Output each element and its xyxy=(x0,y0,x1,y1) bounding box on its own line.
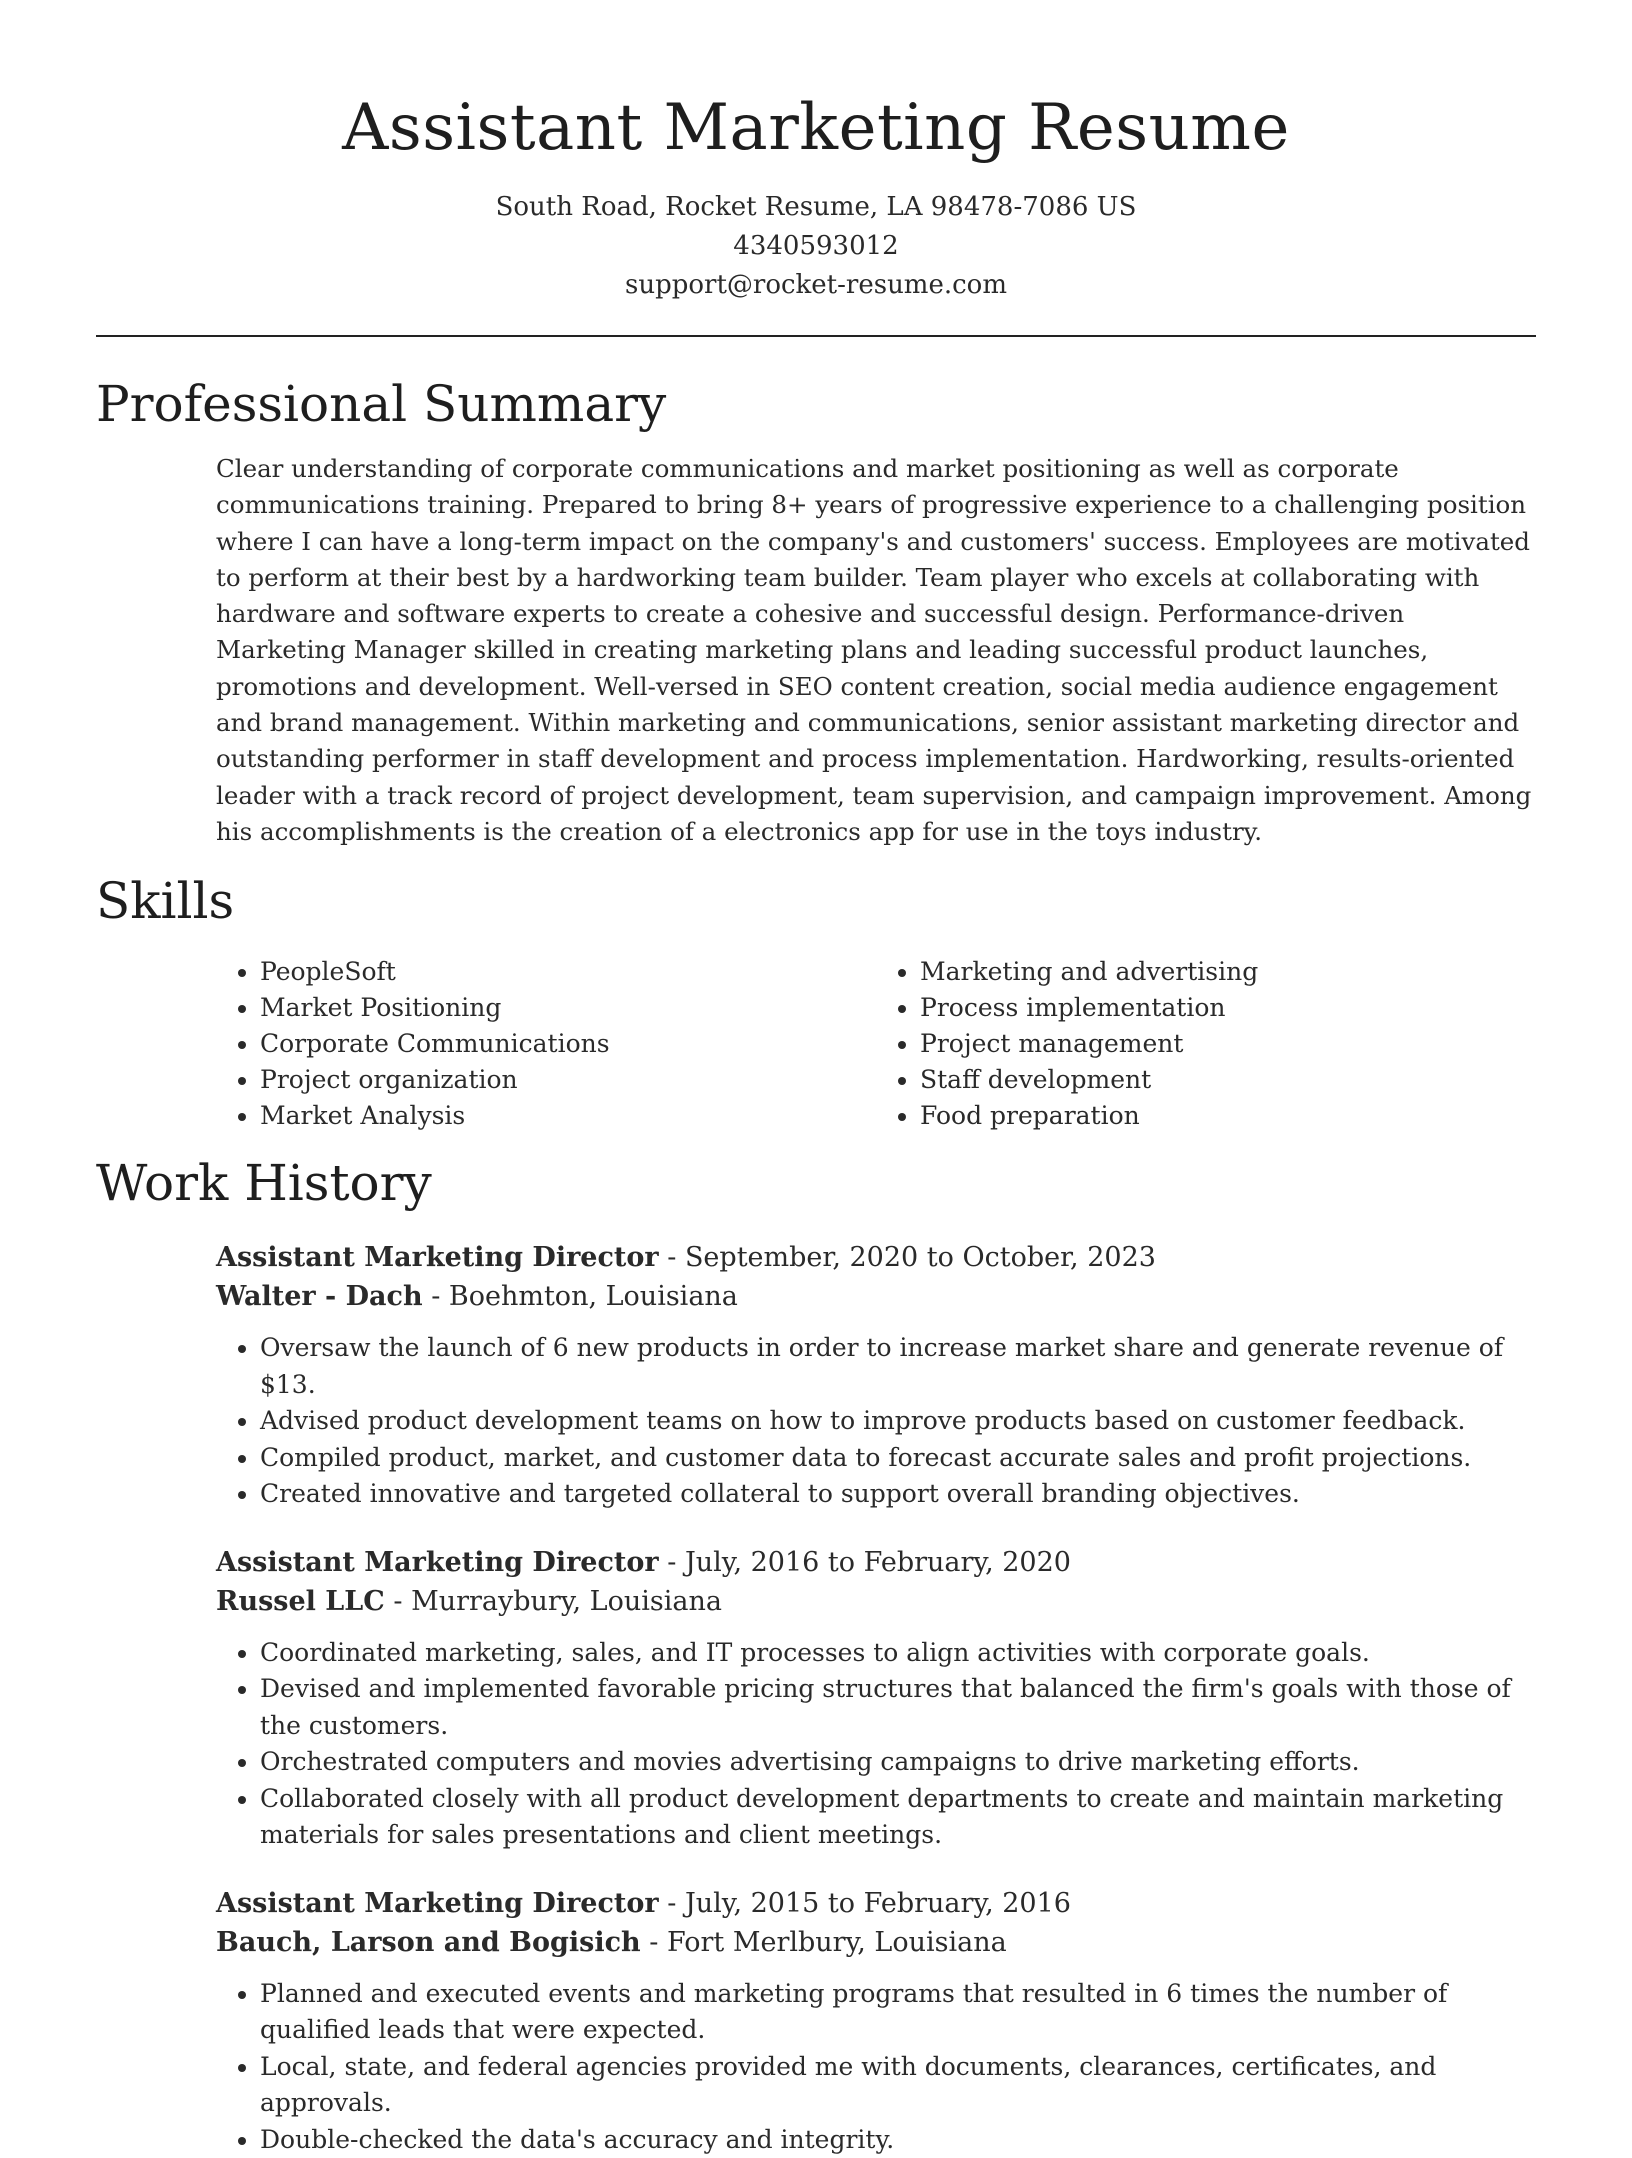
summary-text: Clear understanding of corporate communications and market positioning as well as corporate communications training. Prepared to bring 8+ years of progressive experience to a challenging position where I can have a long-term impact on the company's and customers' success. Employees are motivated to perform at their best by a hardworking team builder. Team player who excels at collaborating with hardware and software experts to create a cohesive and successful design. Performance-driven Marketing Manager skilled in creating marketing plans and leading successful product launches, promotions and development. Well-versed in SEO content creation, social media audience engagement and brand management. Within marketing and communications, senior assistant marketing director and outstanding performer in staff development and process implementation. Hardworking, results-oriented leader with a track record of project development, team supervision, and campaign improvement. Among his accomplishments is the creation of a electronics app for use in the toys industry. xyxy=(216,454,1532,846)
resume-title: Assistant Marketing Resume xyxy=(342,91,1290,165)
job-bullet: • Collaborated closely with all product development departments to create and maintain marketing materials for sales presentations and client meetings. xyxy=(260,1781,1536,1854)
job-bullets xyxy=(216,1976,1536,2158)
job-bullet: • Planned and executed events and marketing programs that resulted in 6 times the number of qualified leads that were expected. xyxy=(260,1976,1536,2049)
skill-item: • Corporate Communications xyxy=(260,1026,876,1062)
contact-address: South Road, Rocket Resume, LA 98478-7086 US xyxy=(495,192,1137,222)
skills-heading: Skills xyxy=(96,872,235,931)
job-bullet: • Local, state, and federal agencies provided me with documents, clearances, certificates, and approvals. xyxy=(260,2049,1536,2122)
summary-heading: Professional Summary xyxy=(96,375,667,433)
contact-email: support@rocket-resume.com xyxy=(624,270,1007,300)
skills-left-list xyxy=(216,954,876,1134)
job-dates: - July, 2016 to February, 2020 xyxy=(667,1546,1071,1578)
job-title: Assistant Marketing Director xyxy=(216,1546,659,1578)
job-bullet: • Created innovative and targeted collateral to support overall branding objectives. xyxy=(260,1476,1536,1513)
job-location: - Fort Merlbury, Louisiana xyxy=(649,1926,1007,1958)
job-title-line xyxy=(216,1238,1536,1277)
skill-item: • Project organization xyxy=(260,1062,876,1098)
job-bullets xyxy=(216,1330,1536,1513)
skill-item: • PeopleSoft xyxy=(260,954,876,990)
job-dates: - July, 2015 to February, 2016 xyxy=(667,1887,1071,1919)
job-entry xyxy=(216,1884,1536,2158)
job-entry xyxy=(216,1238,1536,1513)
job-title: Assistant Marketing Director xyxy=(216,1242,659,1274)
job-company-line xyxy=(216,1277,1536,1316)
job-company: Russel LLC xyxy=(216,1585,385,1617)
job-company-line xyxy=(216,1923,1536,1962)
skill-item: • Process implementation xyxy=(920,990,1536,1026)
job-company-line xyxy=(216,1582,1536,1621)
skill-item: • Market Analysis xyxy=(260,1098,876,1134)
job-bullets xyxy=(216,1635,1536,1854)
job-bullet: • Orchestrated computers and movies advertising campaigns to drive marketing efforts. xyxy=(260,1744,1536,1781)
job-title-line xyxy=(216,1884,1536,1923)
skill-item: • Project management xyxy=(920,1026,1536,1062)
job-location: - Murraybury, Louisiana xyxy=(393,1585,722,1617)
skill-item: • Food preparation xyxy=(920,1098,1536,1134)
skills-section xyxy=(96,868,1536,1134)
job-location: - Boehmton, Louisiana xyxy=(431,1281,738,1313)
job-bullet: • Double-checked the data's accuracy and integrity. xyxy=(260,2122,1536,2158)
skill-item: • Marketing and advertising xyxy=(920,954,1536,990)
job-entry xyxy=(216,1543,1536,1854)
work-history-heading: Work History xyxy=(96,1154,432,1213)
job-bullet: • Advised product development teams on how to improve products based on customer feedback. xyxy=(260,1403,1536,1440)
job-company: Bauch, Larson and Bogisich xyxy=(216,1926,641,1958)
job-company: Walter - Dach xyxy=(216,1281,423,1313)
job-bullet: • Devised and implemented favorable pricing structures that balanced the firm's goals with those of the customers. xyxy=(260,1671,1536,1744)
skill-item: • Staff development xyxy=(920,1062,1536,1098)
contact-phone: 4340593012 xyxy=(733,231,899,261)
skills-columns xyxy=(216,954,1536,1134)
job-title-line xyxy=(216,1543,1536,1582)
work-history-section xyxy=(96,1150,1536,2158)
job-title: Assistant Marketing Director xyxy=(216,1887,659,1919)
job-bullet: • Oversaw the launch of 6 new products in order to increase market share and generate revenue of $13. xyxy=(260,1330,1536,1403)
skills-right-list xyxy=(876,954,1536,1134)
contact-info xyxy=(96,188,1536,305)
job-dates: - September, 2020 to October, 2023 xyxy=(667,1242,1156,1274)
header-divider xyxy=(96,335,1536,337)
summary-section xyxy=(96,371,1536,850)
job-bullet: • Compiled product, market, and customer data to forecast accurate sales and profit projections. xyxy=(260,1440,1536,1477)
job-bullet: • Coordinated marketing, sales, and IT processes to align activities with corporate goals. xyxy=(260,1635,1536,1672)
skill-item: • Market Positioning xyxy=(260,990,876,1026)
resume-header xyxy=(96,0,1536,305)
